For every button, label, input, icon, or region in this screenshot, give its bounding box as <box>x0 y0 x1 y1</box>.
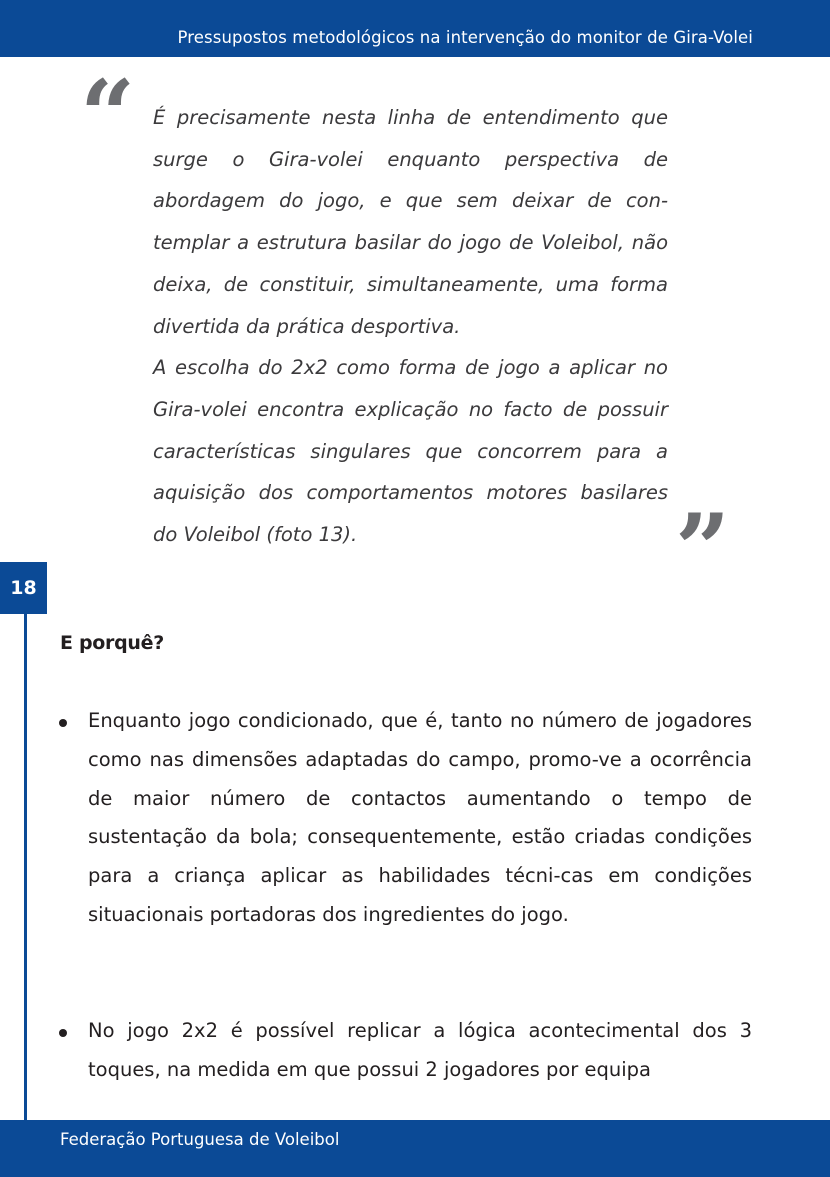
quote-paragraph: É precisamente nesta linha de entendimento que surge o Gira-volei enquanto perspectiva de abordagem do jogo, e que sem deixar de con-templar a estrutura basilar do jogo de Voleibol, não deixa, de constituir, simultaneamente, uma forma divertida da prática desportiva. <box>153 106 668 338</box>
bullet-icon <box>59 719 67 727</box>
page-number: 18 <box>0 562 47 614</box>
running-header-title: Pressupostos metodológicos na intervenção do monitor de Gira-Volei <box>177 28 753 47</box>
bullet-icon <box>59 1029 67 1037</box>
pull-quote <box>153 97 668 556</box>
list-item <box>88 702 752 935</box>
footer-publisher: Federação Portuguesa de Voleibol <box>60 1130 340 1149</box>
open-quote-mark: “ <box>80 59 136 172</box>
list-item <box>88 1012 752 1090</box>
margin-rule <box>24 562 27 1122</box>
list-item-text: No jogo 2x2 é possível replicar a lógica acontecimental dos 3 toques, na medida em que possui 2 jogadores por equipa <box>88 1019 752 1081</box>
quote-paragraph: A escolha do 2x2 como forma de jogo a aplicar no Gira-volei encontra explicação no facto de possuir características singulares que concorrem para a aquisição dos comportamentos motores basilares do Voleibol (foto 13). <box>153 356 668 547</box>
list-item-text: Enquanto jogo condicionado, que é, tanto no número de jogadores como nas dimensões adaptadas do campo, promo-ve a ocorrência de maior número de contactos aumentando o tempo de sustentação da bola; consequentemente, estão criadas condições para a criança aplicar as habilidades técni-cas em condições situacionais portadoras dos ingredientes do jogo. <box>88 709 752 926</box>
close-quote-mark: ” <box>675 493 731 606</box>
section-heading: E porquê? <box>60 632 164 654</box>
